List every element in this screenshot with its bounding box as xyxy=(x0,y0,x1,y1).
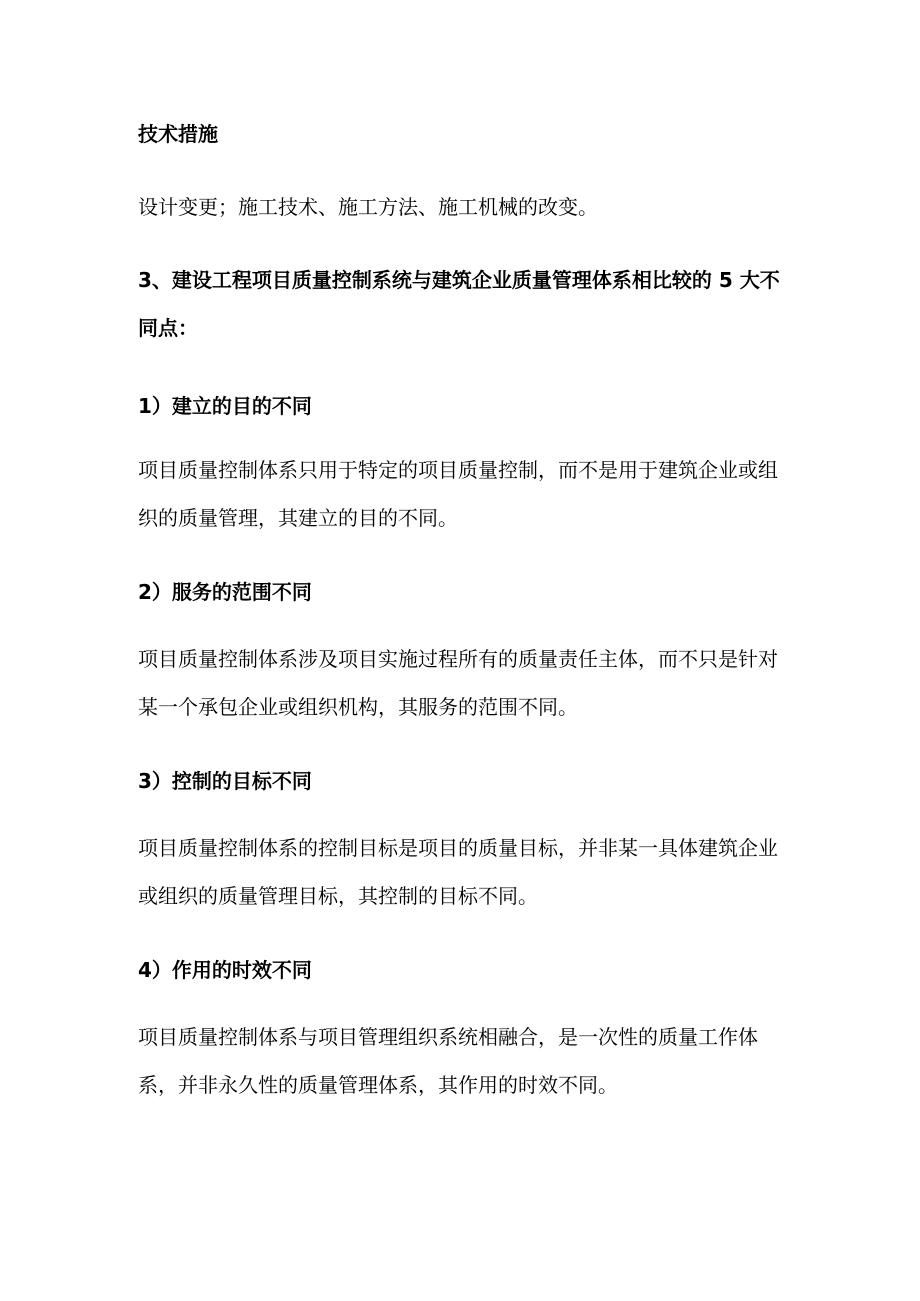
paragraph-technical-measures: 设计变更；施工技术、施工方法、施工机械的改变。 xyxy=(138,195,598,219)
point-3-line-1: 项目质量控制体系的控制目标是项目的质量目标，并非某一具体建筑企业 xyxy=(138,836,778,860)
point-4-line-1: 项目质量控制体系与项目管理组织系统相融合，是一次性的质量工作体 xyxy=(138,1025,758,1049)
point-2-title: 2）服务的范围不同 xyxy=(138,580,312,604)
point-4-line-2: 系，并非永久性的质量管理体系，其作用的时效不同。 xyxy=(138,1073,618,1097)
point-1-line-2: 织的质量管理，其建立的目的不同。 xyxy=(138,506,458,530)
point-2-line-2: 某一个承包企业或组织机构，其服务的范围不同。 xyxy=(138,695,578,719)
heading-technical-measures: 技术措施 xyxy=(138,122,218,146)
point-3-title: 3）控制的目标不同 xyxy=(138,769,312,793)
section-3-title-line-1: 3、建设工程项目质量控制系统与建筑企业质量管理体系相比较的 5 大不 xyxy=(138,268,780,292)
section-3-title-line-2: 同点： xyxy=(138,316,198,340)
point-1-title: 1）建立的目的不同 xyxy=(138,394,312,418)
point-4-title: 4）作用的时效不同 xyxy=(138,958,312,982)
point-1-line-1: 项目质量控制体系只用于特定的项目质量控制，而不是用于建筑企业或组 xyxy=(138,458,778,482)
point-2-line-1: 项目质量控制体系涉及项目实施过程所有的质量责任主体，而不只是针对 xyxy=(138,647,778,671)
point-3-line-2: 或组织的质量管理目标，其控制的目标不同。 xyxy=(138,884,538,908)
